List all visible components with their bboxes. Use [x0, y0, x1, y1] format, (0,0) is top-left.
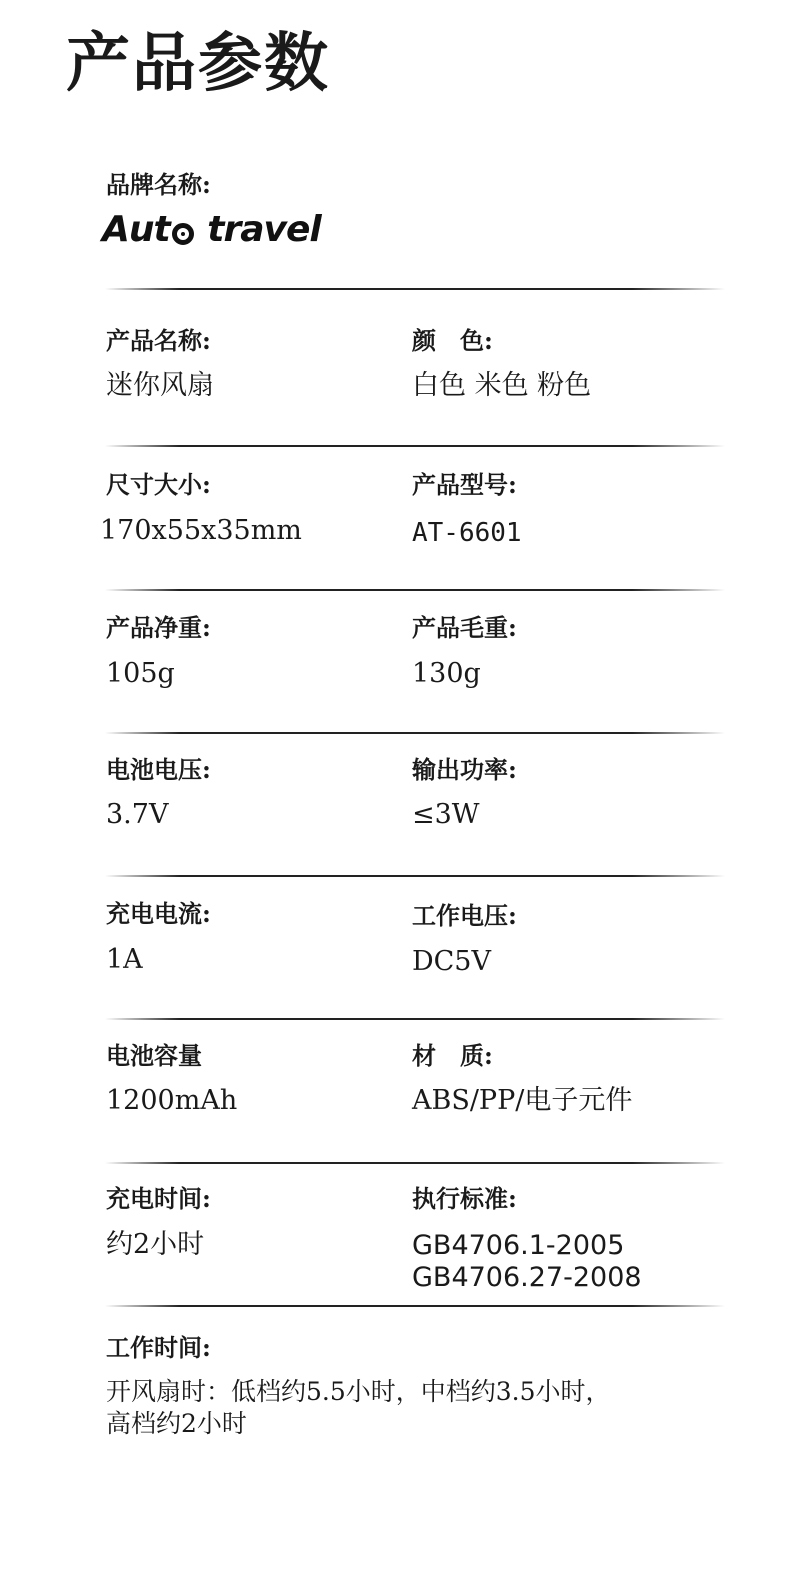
output-power-value: ≤3W — [412, 799, 480, 830]
charge-time-label: 充电时间: — [106, 1184, 211, 1213]
standard-value: GB4706.1-2005 GB4706.27-2008 — [412, 1230, 642, 1293]
capacity-label: 电池容量 — [106, 1041, 202, 1070]
brand-label: 品牌名称: — [106, 170, 211, 199]
net-weight-value: 105g — [106, 658, 175, 689]
net-weight-label: 产品净重: — [106, 613, 211, 642]
divider — [105, 732, 725, 734]
color-value: 白色 米色 粉色 — [412, 370, 592, 401]
divider — [105, 875, 725, 877]
capacity-value: 1200mAh — [106, 1085, 238, 1116]
work-time-label: 工作时间: — [106, 1333, 211, 1362]
gross-weight-value: 130g — [412, 658, 481, 689]
charge-current-value: 1A — [106, 944, 143, 975]
logo-ring-icon — [172, 223, 194, 245]
divider — [105, 1018, 725, 1020]
work-voltage-label: 工作电压: — [412, 901, 517, 930]
name-label: 产品名称: — [106, 326, 211, 355]
divider — [105, 288, 725, 290]
divider — [105, 445, 725, 447]
standard-label: 执行标准: — [412, 1184, 517, 1213]
color-label: 颜 色: — [412, 326, 493, 355]
brand-logo — [102, 208, 321, 252]
model-label: 产品型号: — [412, 470, 517, 499]
output-power-label: 输出功率: — [412, 755, 517, 784]
brand-logo-part-b: travel — [207, 209, 321, 250]
name-value: 迷你风扇 — [106, 370, 214, 401]
battery-voltage-label: 电池电压: — [106, 755, 211, 784]
size-value: 170x55x35mm — [100, 515, 302, 546]
model-value: AT-6601 — [412, 518, 522, 548]
material-value: ABS/PP/电子元件 — [412, 1085, 633, 1116]
size-label: 尺寸大小: — [106, 470, 211, 499]
material-label: 材 质: — [412, 1041, 493, 1070]
charge-current-label: 充电电流: — [106, 899, 211, 928]
work-time-value: 开风扇时：低档约5.5小时，中档约3.5小时， 高档约2小时 — [106, 1377, 611, 1438]
divider — [105, 589, 725, 591]
divider — [105, 1305, 725, 1307]
page-title: 产品参数 — [66, 27, 330, 101]
work-voltage-value: DC5V — [412, 946, 491, 977]
battery-voltage-value: 3.7V — [106, 799, 169, 830]
divider — [105, 1162, 725, 1164]
brand-logo-part-a: Aut — [102, 209, 170, 250]
gross-weight-label: 产品毛重: — [412, 613, 517, 642]
charge-time-value: 约2小时 — [106, 1229, 205, 1260]
